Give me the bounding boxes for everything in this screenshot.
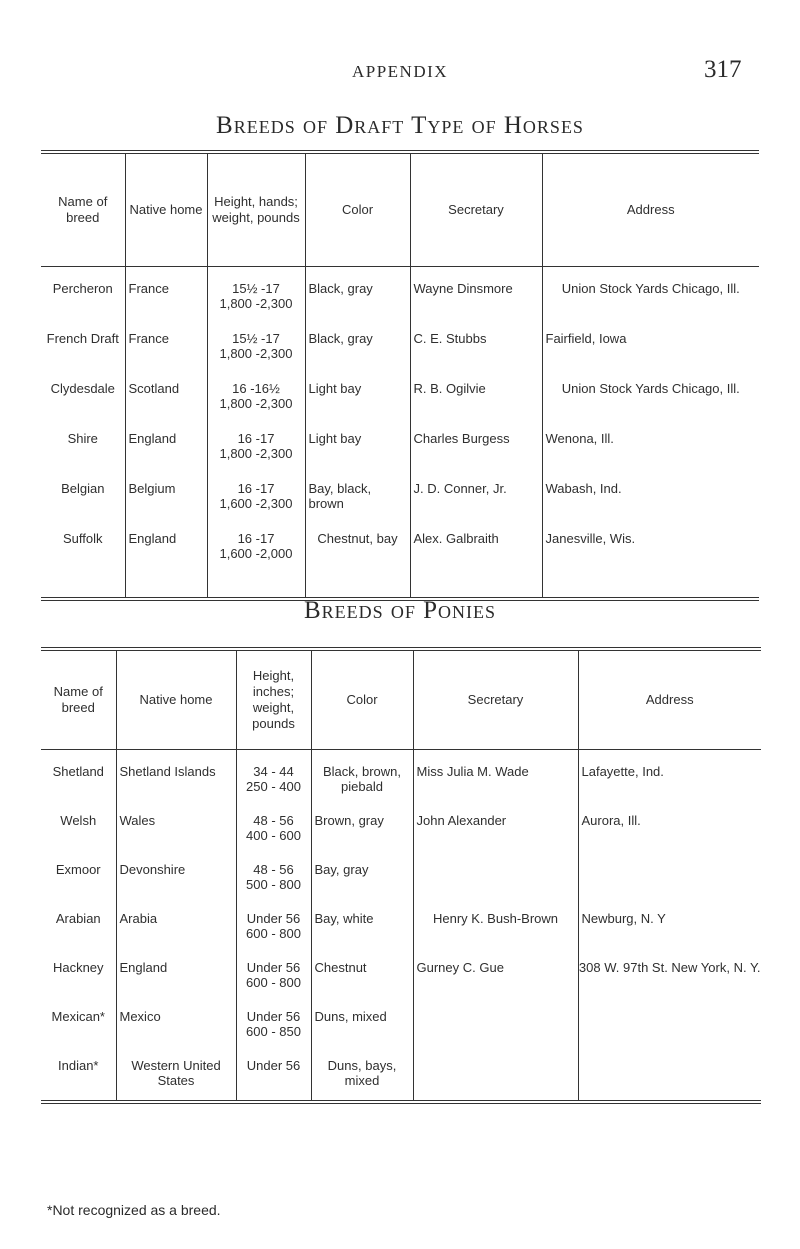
table-row bbox=[41, 367, 759, 417]
height: 16 -17 bbox=[237, 430, 275, 446]
breed-name: Percheron bbox=[52, 281, 113, 296]
secretary bbox=[413, 848, 578, 897]
table-row bbox=[41, 897, 761, 946]
height: Under 56 bbox=[246, 1008, 301, 1024]
breed-name: Belgian bbox=[61, 480, 105, 496]
breed-name: Shire bbox=[67, 430, 98, 446]
height: 34 - 44 bbox=[253, 764, 294, 779]
secretary: R. B. Ogilvie bbox=[410, 367, 542, 417]
color: Bay, black, brown bbox=[305, 467, 410, 517]
weight: 1,800 -2,300 bbox=[219, 345, 293, 361]
height-weight bbox=[207, 317, 305, 367]
page-number: 317 bbox=[704, 56, 742, 83]
native-home: Shetland Islands bbox=[116, 750, 236, 799]
color: Light bay bbox=[305, 417, 410, 467]
height-weight bbox=[207, 367, 305, 417]
color: Bay, white bbox=[311, 897, 413, 946]
height-weight bbox=[236, 995, 311, 1044]
table-row bbox=[41, 517, 759, 599]
native-home: Western United States bbox=[116, 1044, 236, 1102]
breed-name: Indian* bbox=[58, 1057, 99, 1073]
breed-name: Welsh bbox=[60, 812, 97, 828]
height-weight bbox=[207, 417, 305, 467]
address: Lafayette, Ind. bbox=[578, 750, 761, 799]
address: Janesville, Wis. bbox=[542, 517, 759, 599]
weight: 250 - 400 bbox=[246, 779, 301, 794]
native-home: Scotland bbox=[125, 367, 207, 417]
breed-name: Exmoor bbox=[55, 861, 101, 877]
native-home: England bbox=[125, 417, 207, 467]
address bbox=[578, 995, 761, 1044]
header-secretary: Secretary bbox=[413, 649, 578, 750]
table-row bbox=[41, 317, 759, 367]
secretary: Charles Burgess bbox=[410, 417, 542, 467]
height: 16 -17 bbox=[237, 530, 275, 546]
color: Duns, bays, mixed bbox=[311, 1044, 413, 1102]
height-weight bbox=[236, 848, 311, 897]
address: 308 W. 97th St. New York, N. Y. bbox=[578, 946, 761, 995]
address: Wabash, Ind. bbox=[542, 467, 759, 517]
breed-name: Clydesdale bbox=[50, 380, 115, 396]
secretary: John Alexander bbox=[413, 799, 578, 848]
header-secretary: Secretary bbox=[410, 152, 542, 267]
horses-table bbox=[41, 150, 759, 601]
address: Wenona, Ill. bbox=[542, 417, 759, 467]
secretary bbox=[413, 1044, 578, 1102]
breed-name: Arabian bbox=[55, 910, 101, 926]
native-home: France bbox=[125, 267, 207, 317]
running-head: APPENDIX bbox=[351, 62, 449, 81]
height-weight bbox=[207, 467, 305, 517]
address: Aurora, Ill. bbox=[578, 799, 761, 848]
table-row bbox=[41, 946, 761, 995]
color: Bay, gray bbox=[311, 848, 413, 897]
native-home: Mexico bbox=[116, 995, 236, 1044]
header-height: Height, inches; weight, pounds bbox=[236, 649, 311, 750]
table-row bbox=[41, 750, 761, 799]
height: Under 56 bbox=[246, 1057, 301, 1073]
height-weight bbox=[236, 897, 311, 946]
table-row bbox=[41, 417, 759, 467]
header-height: Height, hands; weight, pounds bbox=[207, 152, 305, 267]
weight: 1,600 -2,000 bbox=[219, 545, 293, 561]
height: 16 -16½ bbox=[232, 380, 280, 396]
height: 15½ -17 bbox=[232, 330, 280, 346]
address: Fairfield, Iowa bbox=[542, 317, 759, 367]
breed-name: Hackney bbox=[52, 959, 104, 975]
color: Chestnut, bay bbox=[305, 517, 410, 599]
address bbox=[578, 1044, 761, 1102]
secretary: Gurney C. Gue bbox=[413, 946, 578, 995]
height-weight bbox=[236, 799, 311, 848]
breed-name: Suffolk bbox=[62, 530, 103, 546]
header-color: Color bbox=[311, 649, 413, 750]
weight: 1,800 -2,300 bbox=[219, 395, 293, 411]
header-name: Name of breed bbox=[41, 152, 125, 267]
height-weight bbox=[207, 517, 305, 599]
table-row bbox=[41, 467, 759, 517]
secretary: Wayne Dinsmore bbox=[410, 267, 542, 317]
weight: 1,600 -2,300 bbox=[219, 495, 293, 511]
color: Black, gray bbox=[305, 317, 410, 367]
color: Brown, gray bbox=[311, 799, 413, 848]
table-header-row bbox=[41, 152, 759, 267]
table-row bbox=[41, 1044, 761, 1102]
breed-name: French Draft bbox=[46, 330, 119, 346]
weight: 600 - 800 bbox=[246, 925, 301, 941]
native-home: Wales bbox=[116, 799, 236, 848]
weight: 600 - 800 bbox=[246, 974, 301, 990]
secretary bbox=[413, 995, 578, 1044]
height: Under 56 bbox=[246, 959, 301, 975]
color: Light bay bbox=[305, 367, 410, 417]
weight: 600 - 850 bbox=[246, 1023, 301, 1039]
weight: 400 - 600 bbox=[246, 827, 301, 843]
table-row bbox=[41, 848, 761, 897]
height-weight bbox=[236, 946, 311, 995]
native-home: Belgium bbox=[125, 467, 207, 517]
header-address: Address bbox=[578, 649, 761, 750]
height: 48 - 56 bbox=[253, 812, 294, 828]
height: 16 -17 bbox=[237, 480, 275, 496]
height: 48 - 56 bbox=[253, 861, 294, 877]
address: Union Stock Yards Chicago, Ill. bbox=[542, 267, 759, 317]
header-name: Name of breed bbox=[41, 649, 116, 750]
address: Union Stock Yards Chicago, Ill. bbox=[542, 367, 759, 417]
native-home: England bbox=[125, 517, 207, 599]
breed-name: Shetland bbox=[52, 764, 104, 779]
ponies-table bbox=[41, 647, 761, 1104]
address: Newburg, N. Y bbox=[578, 897, 761, 946]
secretary: Miss Julia M. Wade bbox=[413, 750, 578, 799]
table-row bbox=[41, 267, 759, 317]
weight: 1,800 -2,300 bbox=[219, 296, 293, 311]
header-address: Address bbox=[542, 152, 759, 267]
ponies-table-title: Breeds of Ponies bbox=[303, 597, 497, 624]
color: Black, gray bbox=[305, 267, 410, 317]
color: Duns, mixed bbox=[311, 995, 413, 1044]
secretary: C. E. Stubbs bbox=[410, 317, 542, 367]
secretary: Henry K. Bush-Brown bbox=[413, 897, 578, 946]
height: Under 56 bbox=[246, 910, 301, 926]
native-home: England bbox=[116, 946, 236, 995]
horses-table-title: Breeds of Draft Type of Horses bbox=[216, 112, 584, 139]
height: 15½ -17 bbox=[232, 281, 280, 296]
footnote: *Not recognized as a breed. bbox=[47, 1202, 221, 1218]
weight: 1,800 -2,300 bbox=[219, 445, 293, 461]
breed-name: Mexican* bbox=[51, 1008, 105, 1024]
table-row bbox=[41, 799, 761, 848]
address bbox=[578, 848, 761, 897]
height-weight bbox=[236, 1044, 311, 1102]
header-home: Native home bbox=[116, 649, 236, 750]
color: Black, brown, piebald bbox=[311, 750, 413, 799]
secretary: J. D. Conner, Jr. bbox=[410, 467, 542, 517]
color: Chestnut bbox=[311, 946, 413, 995]
table-row bbox=[41, 995, 761, 1044]
native-home: Arabia bbox=[116, 897, 236, 946]
native-home: France bbox=[125, 317, 207, 367]
height-weight bbox=[236, 750, 311, 799]
table-header-row bbox=[41, 649, 761, 750]
header-home: Native home bbox=[125, 152, 207, 267]
secretary: Alex. Galbraith bbox=[410, 517, 542, 599]
height-weight bbox=[207, 267, 305, 317]
weight: 500 - 800 bbox=[246, 876, 301, 892]
native-home: Devonshire bbox=[116, 848, 236, 897]
header-color: Color bbox=[305, 152, 410, 267]
